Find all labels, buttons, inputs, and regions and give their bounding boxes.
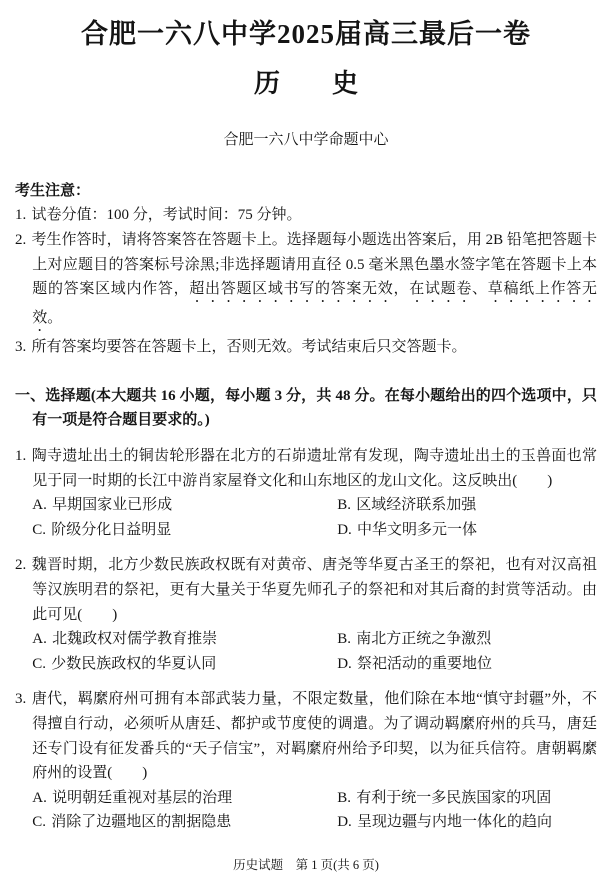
notice-item-text: 试卷分值：100 分，考试时间：75 分钟。 bbox=[31, 207, 302, 224]
option-text: 区域经济联系加强 bbox=[356, 497, 477, 514]
notice-item-number: 2. bbox=[15, 232, 27, 249]
question-stem bbox=[15, 444, 597, 493]
notice-item-number: 1. bbox=[15, 207, 27, 224]
option-text: 有利于统一多民族国家的巩固 bbox=[356, 789, 552, 806]
option-a bbox=[32, 627, 337, 652]
question-stem-text: 唐代，羁縻府州可拥有本部武装力量，不限定数量，他们除在本地“慎守封疆”外，不得擅自行动，必须听从唐廷、都护或节度使的调遣。为了调动羁縻府州的兵马，唐廷还专门设有征发番兵的“天子信宝”，对羁縻府州给予印契，以为征兵信符。唐朝羁縻府州的设置( ) bbox=[31, 691, 597, 782]
option-label: D. bbox=[337, 655, 352, 672]
option-d bbox=[337, 810, 597, 835]
page-footer: 历史试题 第 1 页(共 6 页) bbox=[233, 857, 379, 872]
option-label: B. bbox=[337, 789, 351, 806]
option-label: B. bbox=[337, 497, 351, 514]
option-a bbox=[32, 493, 337, 518]
option-b bbox=[337, 493, 597, 518]
question-stem bbox=[15, 687, 597, 785]
question-2 bbox=[15, 553, 597, 676]
notice-item-3 bbox=[15, 335, 597, 360]
question-number: 1. bbox=[15, 448, 27, 464]
option-text: 北魏政权对儒学教育推崇 bbox=[52, 631, 218, 648]
question-number: 2. bbox=[15, 557, 27, 574]
notice-item-1 bbox=[15, 203, 597, 228]
option-a bbox=[32, 786, 337, 811]
notice-title: 考生注意： bbox=[15, 182, 91, 199]
option-label: A. bbox=[32, 631, 47, 648]
option-label: B. bbox=[337, 631, 351, 648]
question-stem bbox=[15, 553, 597, 627]
option-text: 说明朝廷重视对基层的治理 bbox=[52, 789, 233, 806]
question-options bbox=[15, 493, 597, 542]
question-stem-text: 魏晋时期，北方少数民族政权既有对黄帝、唐尧等华夏古圣王的祭祀，也有对汉高祖等汉族明君的祭祀，更有大量关于华夏先师孔子的祭祀和对其后裔的封赏等活动。由此可见( ) bbox=[31, 557, 597, 623]
section-heading: 一、选择题(本大题共 16 小题，每小题 3 分，共 48 分。在每小题给出的四个选项中，只有一项是符合题目要求的。) bbox=[15, 387, 597, 429]
notice-section bbox=[15, 179, 597, 360]
option-text: 早期国家业已形成 bbox=[52, 497, 173, 514]
option-text: 呈现边疆与内地一体化的趋向 bbox=[357, 814, 553, 831]
question-number: 3. bbox=[15, 691, 27, 708]
notice-item-emphasized-text: 超出答题区域书写的答案无效，在试题卷、草稿纸上作答无效 bbox=[32, 281, 597, 327]
question-3 bbox=[15, 687, 597, 835]
notice-item-text: 所有答案均要答在答题卡上，否则无效。考试结束后只交答题卡。 bbox=[31, 339, 467, 356]
question-options bbox=[15, 786, 597, 835]
option-text: 中华文明多元一体 bbox=[357, 521, 478, 538]
question-stem-text: 陶寺遗址出土的铜齿轮形器在北方的石峁遗址常有发现，陶寺遗址出土的玉兽面也常见于同一时期的长江中游肖家屋脊文化和山东地区的龙山文化。这反映出( ) bbox=[31, 448, 597, 489]
option-label: D. bbox=[337, 814, 352, 831]
option-text: 消除了边疆地区的割据隐患 bbox=[51, 814, 232, 831]
option-text: 阶级分化日益明显 bbox=[51, 521, 172, 538]
option-c bbox=[32, 810, 337, 835]
option-text: 少数民族政权的华夏认同 bbox=[51, 655, 217, 672]
exam-title: 合肥一六八中学2025届高三最后一卷 bbox=[81, 19, 531, 49]
option-c bbox=[32, 652, 337, 677]
notice-item-text: 。 bbox=[47, 310, 63, 327]
option-b bbox=[337, 786, 597, 811]
notice-item-2 bbox=[15, 228, 597, 335]
issuer-line: 合肥一六八中学命题中心 bbox=[223, 132, 389, 149]
option-label: C. bbox=[32, 521, 47, 538]
question-1 bbox=[15, 444, 597, 542]
option-d bbox=[337, 518, 597, 543]
option-label: D. bbox=[337, 521, 352, 538]
option-label: A. bbox=[32, 497, 47, 514]
option-label: C. bbox=[32, 655, 47, 672]
option-label: A. bbox=[32, 789, 47, 806]
notice-item-text: 考生作答时，请将答案答在答题卡上。选择题每小题选出答案后，用 2B 铅笔把答题卡上对应题目的答案标号涂黑;非选择题请用直径 0.5 毫米黑色墨水签字笔在答题卡上本题的答案区域内作答， bbox=[31, 232, 597, 298]
option-d bbox=[337, 652, 597, 677]
subject-title: 历 史 bbox=[253, 68, 358, 98]
option-text: 南北方正统之争激烈 bbox=[356, 631, 492, 648]
option-text: 祭祀活动的重要地位 bbox=[357, 655, 493, 672]
notice-item-number: 3. bbox=[15, 339, 27, 356]
option-label: C. bbox=[32, 814, 47, 831]
question-options bbox=[15, 627, 597, 676]
option-b bbox=[337, 627, 597, 652]
option-c bbox=[32, 518, 337, 543]
